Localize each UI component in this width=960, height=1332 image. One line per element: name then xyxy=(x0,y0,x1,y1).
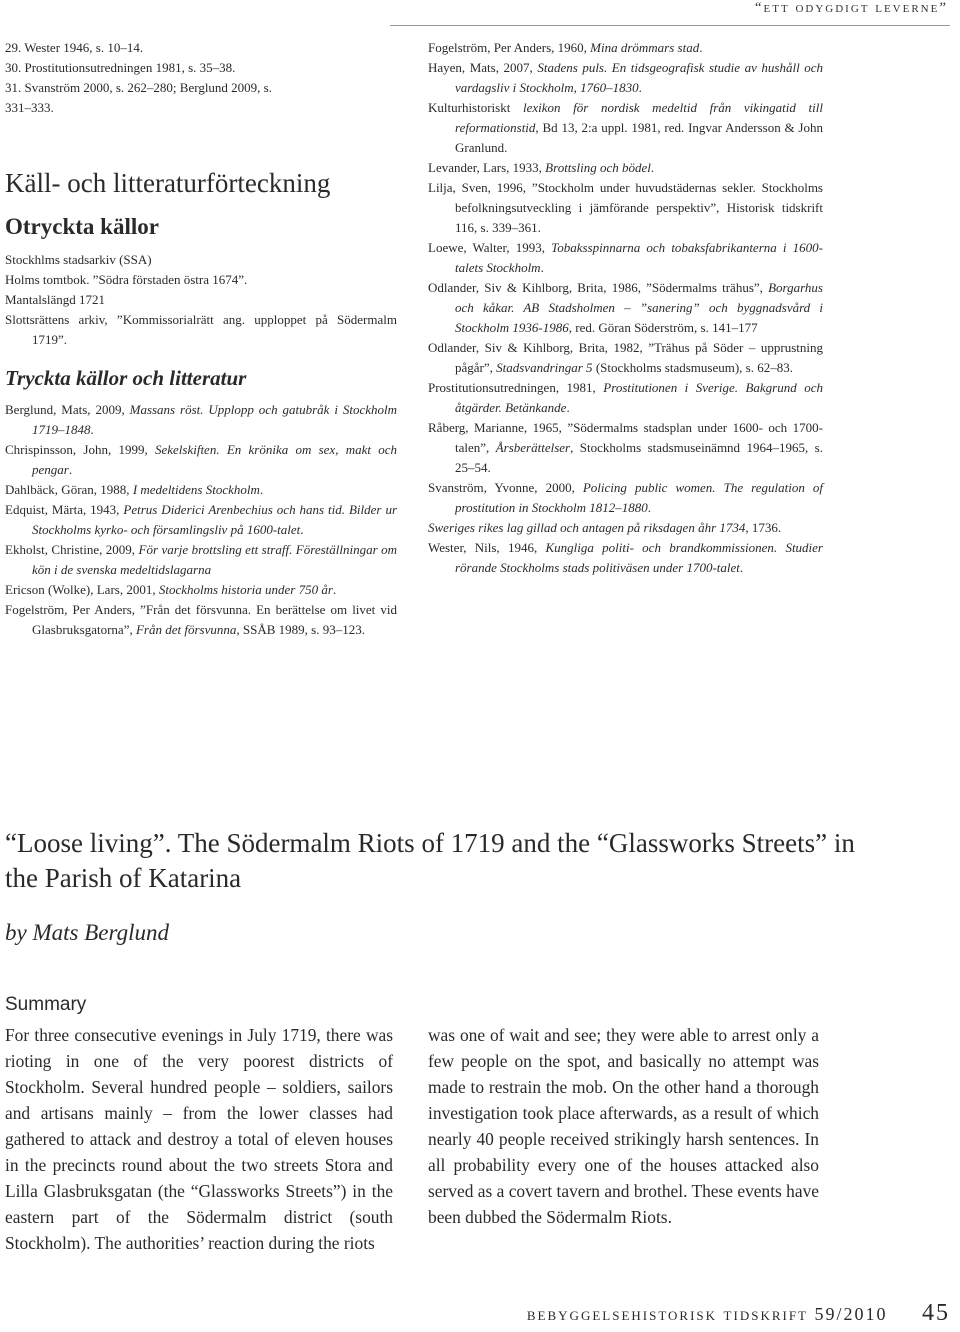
reference-entry xyxy=(5,480,397,500)
reference-entry xyxy=(428,538,823,578)
reference-title: Sekelskiften. En krönika om sex, makt och pengar xyxy=(32,442,397,477)
reference-entry xyxy=(428,478,823,518)
reference-title: Prostitutionen i Sverige. Bakgrund och åtgärder. Betänkande xyxy=(455,380,823,415)
reference-title: Massans röst. Upplopp och gatubråk i Stockholm 1719–1848 xyxy=(32,402,397,437)
summary-heading: Summary xyxy=(5,994,87,1015)
reference-title: Kungliga politi- och brandkommissionen. Studier rörande Stockholms stads politiväsen under 1700-talet xyxy=(455,540,823,575)
reference-text: Wester, Nils, 1946, xyxy=(428,540,546,555)
reference-entry xyxy=(5,400,397,440)
source-item: Slottsrättens arkiv, ”Kommissorialrätt ang. upploppet på Södermalm 1719”. xyxy=(5,312,397,347)
reference-title: I medeltidens Stockholm xyxy=(132,482,260,497)
reference-title: Sweriges rikes lag gillad och antagen på riksdagen åhr 1734 xyxy=(428,520,746,535)
reference-details: (Stockholms stadsmuseum), s. 62–83. xyxy=(592,360,793,375)
printed-sources-heading: Tryckta källor och litteratur xyxy=(5,366,247,390)
reference-title: Borgarhus och kåkar. AB Stadsholmen – ”sanering” och byggnadsvård i Stockholm 1936-1986 xyxy=(455,280,823,335)
reference-text: Lilja, Sven, 1996, ”Stockholm under huvudstädernas sekler. Stockholms befolkningsutveckling i jämförande perspektiv”, Historisk tidskrift 116, s. 339–361. xyxy=(428,180,823,235)
left-column xyxy=(5,38,397,640)
sources-heading: Käll- och litteraturförteckning xyxy=(5,168,331,198)
reference-details: . xyxy=(638,80,642,95)
reference-text: Kulturhistoriskt xyxy=(428,100,523,115)
reference-details: . xyxy=(566,400,570,415)
reference-entry xyxy=(428,238,823,278)
reference-details: , Stockholms stadsmuseinämnd 1964–1965, s. 25–54. xyxy=(455,440,823,475)
reference-entry xyxy=(428,178,823,238)
reference-text: Råberg, Marianne, 1965, ”Södermalms stadsplan under 1600- och 1700-talen”, xyxy=(428,420,823,455)
reference-title: Stadsvandringar 5 xyxy=(496,360,593,375)
reference-text: Fogelström, Per Anders, 1960, xyxy=(428,40,591,55)
reference-details: . xyxy=(332,582,337,597)
reference-text: Berglund, Mats, 2009, xyxy=(5,402,130,417)
source-item: Holms tomtbok. ”Södra förstaden östra 1674”. xyxy=(5,272,248,287)
reference-entry xyxy=(428,418,823,478)
running-header: “ett odygdigt leverne” xyxy=(390,0,950,26)
reference-details: , red. Göran Söderström, s. 141–177 xyxy=(568,320,758,335)
reference-entry xyxy=(5,440,397,480)
unprinted-sources-heading: Otryckta källor xyxy=(5,214,159,239)
endnote: 331–333. xyxy=(5,100,54,115)
reference-title: Stockholms historia under 750 år xyxy=(158,582,333,597)
reference-title: lexikon för nordisk medeltid från vikingatid till reformationstid xyxy=(455,100,824,135)
reference-entry xyxy=(428,278,823,338)
article-author: by Mats Berglund xyxy=(5,920,169,945)
reference-text: Svanström, Yvonne, 2000, xyxy=(428,480,583,495)
summary-text-left: For three consecutive evenings in July 1719, there was rioting in one of the very poorest districts of Stockholm. Several hundred people – soldiers, sailors and artisans mainly – from the lower classes had gathered to attack and destroy a total of eleven houses in the precincts round about the two streets Stora and Lilla Glasbruksgatan (the “Glassworks Streets”) in the eastern part of the Södermalm district (south Stockholm). The authorities’ reaction during the riots xyxy=(5,1025,393,1253)
reference-details: . xyxy=(90,422,94,437)
reference-text: Loewe, Walter, 1993, xyxy=(428,240,552,255)
reference-text: Odlander, Siv & Kihlborg, Brita, 1982, ”Trähus på Söder – upprustning pågår”, xyxy=(428,340,823,375)
right-column xyxy=(428,38,823,578)
reference-entry xyxy=(5,500,397,540)
reference-entry xyxy=(428,158,823,178)
reference-text: Hayen, Mats, 2007, xyxy=(428,60,538,75)
reference-entry xyxy=(428,58,823,98)
reference-title: Mina drömmars stad xyxy=(590,40,700,55)
reference-title: Från det försvunna xyxy=(135,622,237,637)
reference-details: . xyxy=(699,40,703,55)
endnote: 31. Svanström 2000, s. 262–280; Berglund 2009, s. xyxy=(5,80,272,95)
article-title: “Loose living”. The Södermalm Riots of 1719 and the “Glassworks Streets” in the Parish of Katarina xyxy=(5,828,855,893)
reference-title: Policing public women. The regulation of prostitution in Stockholm 1812–1880 xyxy=(455,480,823,515)
reference-details: . xyxy=(739,560,744,575)
endnote: 30. Prostitutionsutredningen 1981, s. 35–38. xyxy=(5,60,236,75)
source-item: Mantalslängd 1721 xyxy=(5,292,106,307)
reference-details: . xyxy=(259,482,264,497)
reference-details: , SSÅB 1989, s. 93–123. xyxy=(236,622,365,637)
archive-name: Stockhlms stadsarkiv (SSA) xyxy=(5,252,152,267)
reference-title: För varje brottsling ett straff. Föreställningar om kön i de svenska medeltidslagarna xyxy=(32,542,397,577)
reference-title: Tobaksspinnarna och tobaksfabrikanterna i 1600-talets Stockholm xyxy=(455,240,824,275)
reference-details: , Bd 13, 2:a uppl. 1981, red. Ingvar Andersson & John Granlund. xyxy=(455,120,823,155)
reference-entry xyxy=(428,38,823,58)
reference-text: Ekholst, Christine, 2009, xyxy=(5,542,139,557)
reference-title: Brottsling och bödel xyxy=(545,160,651,175)
reference-entry xyxy=(428,518,823,538)
reference-details: . xyxy=(300,522,304,537)
reference-details: . xyxy=(68,462,73,477)
endnote: 29. Wester 1946, s. 10–14. xyxy=(5,40,144,55)
reference-text: Fogelström, Per Anders, ”Från det försvunna. En berättelse om livet vid Glasbruksgatorna”, xyxy=(5,602,397,637)
reference-text: Prostitutionsutredningen, 1981, xyxy=(428,380,604,395)
reference-text: Dahlbäck, Göran, 1988, xyxy=(5,482,133,497)
reference-title: Årsberättelser xyxy=(495,440,571,455)
reference-entry xyxy=(428,378,823,418)
reference-details: . xyxy=(650,160,655,175)
reference-entry xyxy=(428,338,823,378)
reference-text: Levander, Lars, 1933, xyxy=(428,160,546,175)
reference-text: Chrispinsson, John, 1999, xyxy=(5,442,155,457)
reference-title: Stadens puls. En tidsgeografisk studie av hushåll och vardagsliv i Stockholm, 1760–1830 xyxy=(455,60,823,95)
summary-text-right: was one of wait and see; they were able to arrest only a few people on the spot, and basically no attempt was made to restrain the mob. On the other hand a thorough investigation took place afterwards, as a result of which nearly 40 people received strikingly harsh sentences. In all probability every one of the houses attacked also served as a covert tavern and brothel. These events have been dubbed the Södermalm Riots. xyxy=(428,1025,819,1227)
reference-entry xyxy=(5,540,397,580)
reference-text: Edquist, Märta, 1943, xyxy=(5,502,124,517)
reference-details: , 1736. xyxy=(745,520,782,535)
reference-text: Ericson (Wolke), Lars, 2001, xyxy=(5,582,159,597)
reference-list-right xyxy=(428,38,823,578)
page-number: 45 xyxy=(922,1300,950,1326)
reference-list-left xyxy=(5,400,397,640)
journal-name: bebyggelsehistorisk tidskrift 59/2010 xyxy=(526,1304,888,1324)
reference-entry xyxy=(5,580,397,600)
reference-text: Odlander, Siv & Kihlborg, Brita, 1986, ”Södermalms trähus”, xyxy=(428,280,769,295)
reference-entry xyxy=(428,98,823,158)
page-footer xyxy=(527,1300,950,1327)
reference-title: Petrus Diderici Arenbechius och hans tid. Bilder ur Stockholms kyrko- och församlingsliv på 1600-talet xyxy=(32,502,398,537)
reference-details: . xyxy=(540,260,544,275)
reference-details: . xyxy=(647,500,651,515)
reference-entry xyxy=(5,600,397,640)
